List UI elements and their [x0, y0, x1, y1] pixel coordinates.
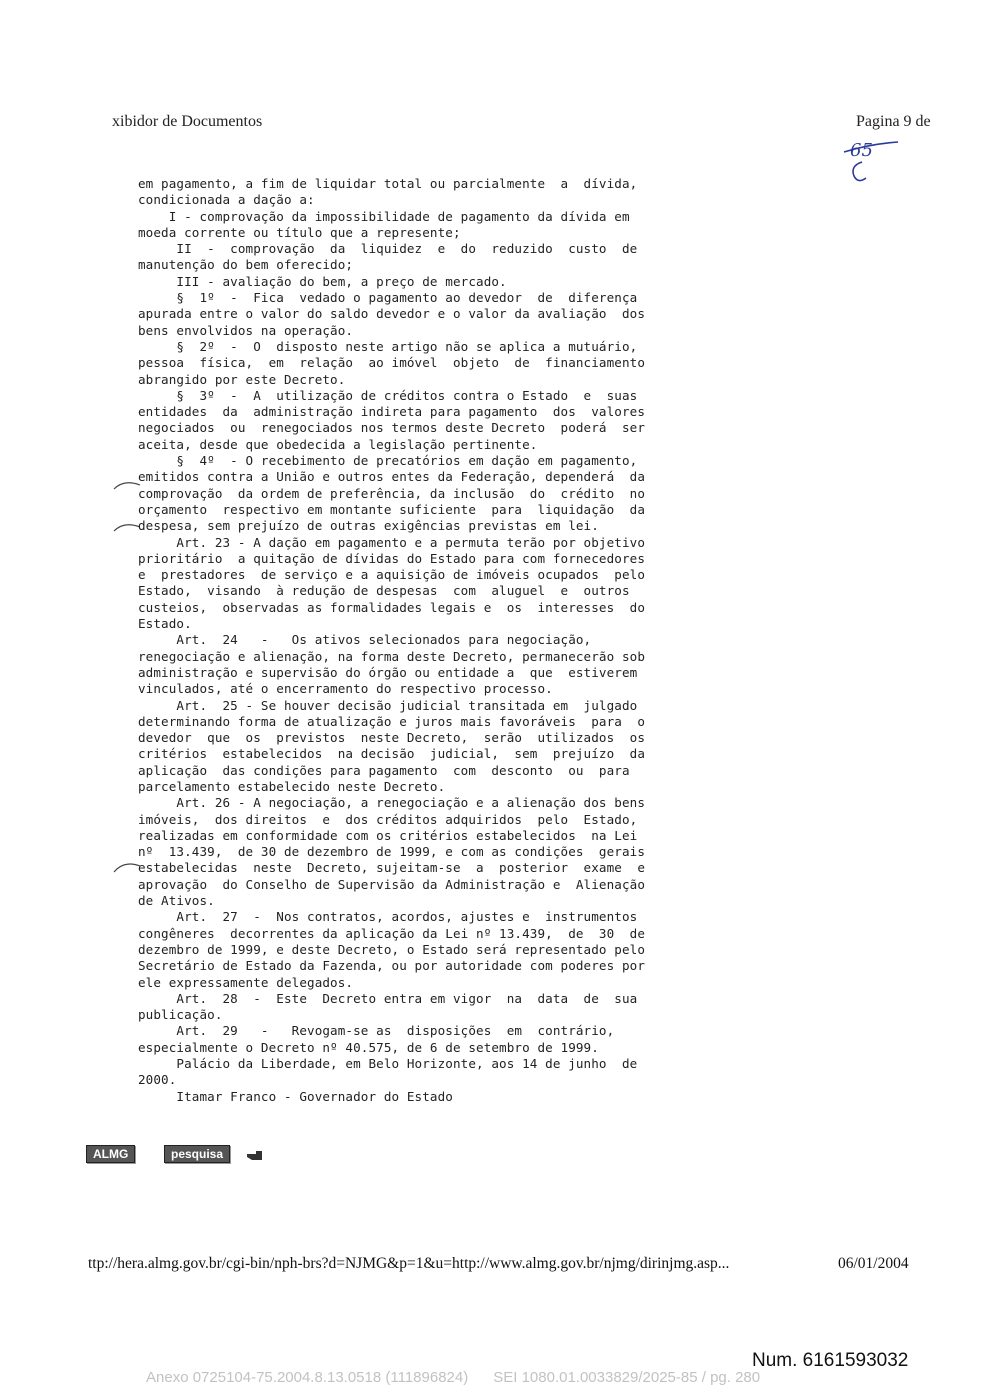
body-line: aplicação das condições para pagamento com desconto ou para	[138, 762, 630, 778]
body-line: § 2º - O disposto neste artigo não se aplica a mutuário,	[138, 338, 638, 354]
body-line: Art. 25 - Se houver decisão judicial transitada em julgado	[138, 697, 638, 713]
body-line: devedor que os previstos neste Decreto, serão utilizados os	[138, 730, 646, 746]
body-line: estabelecidas neste Decreto, sujeitam-se a posterior exame e	[138, 860, 646, 876]
body-line: critérios estabelecidos na decisão judicial, sem prejuízo da	[138, 746, 646, 762]
body-line: Secretário de Estado da Fazenda, ou por autoridade com poderes por	[138, 958, 646, 974]
body-line: Art. 24 - Os ativos selecionados para negociação,	[138, 632, 592, 648]
body-line: abrangido por este Decreto.	[138, 371, 346, 387]
body-line: nº 13.439, de 30 de dezembro de 1999, e com as condições gerais	[138, 844, 646, 860]
page-number-label: Pagina 9 de	[856, 113, 931, 130]
page-url: ttp://hera.almg.gov.br/cgi-bin/nph-brs?d=NJMG&p=1&u=http://www.almg.gov.br/njmg/dirinjmg.asp...	[88, 1255, 730, 1272]
pointing-hand-icon[interactable]	[246, 1148, 264, 1167]
body-line: Estado.	[138, 616, 192, 632]
body-line: III - avaliação do bem, a preço de mercado.	[138, 273, 507, 289]
body-line: dezembro de 1999, e deste Decreto, o Estado será representado pelo	[138, 941, 646, 957]
body-line: de Ativos.	[138, 893, 215, 909]
body-line: congêneres decorrentes da aplicação da Lei nº 13.439, de 30 de	[138, 925, 646, 941]
body-line: orçamento respectivo em montante suficiente para liquidação da	[138, 501, 646, 517]
body-line: Itamar Franco - Governador do Estado	[138, 1088, 453, 1104]
body-line: Palácio da Liberdade, em Belo Horizonte, aos 14 de junho de	[138, 1056, 638, 1072]
body-line: especialmente o Decreto nº 40.575, de 6 de setembro de 1999.	[138, 1039, 599, 1055]
body-line: e prestadores de serviço e a aquisição de imóveis ocupados pelo	[138, 567, 646, 583]
body-line: pessoa física, em relação ao imóvel objeto de financiamento	[138, 355, 646, 371]
annex-footer: Anexo 0725104-75.2004.8.13.0518 (111896824) SEI 1080.01.0033829/2025-85 / pg. 280	[146, 1369, 761, 1386]
body-line: comprovação da ordem de preferência, da inclusão do crédito no	[138, 485, 646, 501]
body-line: bens envolvidos na operação.	[138, 322, 354, 338]
body-line: § 3º - A utilização de créditos contra o Estado e suas	[138, 387, 638, 403]
body-line: aceita, desde que obedecida a legislação pertinente.	[138, 436, 538, 452]
body-line: realizadas em conformidade com os critérios estabelecidos na Lei	[138, 827, 638, 843]
body-line: § 1º - Fica vedado o pagamento ao devedor de diferença	[138, 290, 638, 306]
body-line: § 4º - O recebimento de precatórios em dação em pagamento,	[138, 453, 638, 469]
body-line: prioritário a quitação de dívidas do Estado para com fornecedores	[138, 550, 646, 566]
body-line: aprovação do Conselho de Supervisão da Administração e Alienação	[138, 876, 646, 892]
body-line: renegociação e alienação, na forma deste Decreto, permanecerão sob	[138, 648, 646, 664]
body-line: manutenção do bem oferecido;	[138, 257, 354, 273]
body-line: Art. 26 - A negociação, a renegociação e a alienação dos bens	[138, 795, 646, 811]
body-line: administração e supervisão do órgão ou entidade a que estiverem	[138, 664, 638, 680]
body-line: vinculados, até o encerramento do respectivo processo.	[138, 681, 553, 697]
body-line: 2000.	[138, 1072, 177, 1088]
body-line: Estado, visando à redução de despesas com aluguel e outros	[138, 583, 630, 599]
body-line: negociados ou renegociados nos termos deste Decreto poderá ser	[138, 420, 646, 436]
body-line: Art. 29 - Revogam-se as disposições em contrário,	[138, 1023, 615, 1039]
handwritten-mark-text: 65	[850, 140, 873, 161]
page-header-title: xibidor de Documentos	[112, 113, 263, 130]
body-line: Art. 23 - A dação em pagamento e a permuta terão por objetivo	[138, 534, 646, 550]
pesquisa-button[interactable]: pesquisa	[164, 1145, 230, 1163]
body-line: parcelamento estabelecido neste Decreto.	[138, 778, 446, 794]
body-line: moeda corrente ou título que a represente;	[138, 224, 461, 240]
body-line: publicação.	[138, 1007, 223, 1023]
body-line: emitidos contra a União e outros entes da Federação, dependerá da	[138, 469, 646, 485]
document-number: Num. 6161593032	[752, 1350, 909, 1371]
body-line: Art. 27 - Nos contratos, acordos, ajustes e instrumentos	[138, 909, 638, 925]
print-date: 06/01/2004	[838, 1255, 909, 1272]
body-line: II - comprovação da liquidez e do reduzido custo de	[138, 241, 638, 257]
body-line: determinando forma de atualização e juros mais favoráveis para o	[138, 713, 646, 729]
body-line: despesa, sem prejuízo de outras exigências previstas em lei.	[138, 518, 599, 534]
body-line: Art. 28 - Este Decreto entra em vigor na data de sua	[138, 990, 638, 1006]
body-line: em pagamento, a fim de liquidar total ou parcialmente a dívida,	[138, 176, 638, 191]
body-line: imóveis, dos direitos e dos créditos adquiridos pelo Estado,	[138, 811, 638, 827]
body-line: condicionada a dação a:	[138, 192, 315, 208]
body-line: custeios, observadas as formalidades legais e os interesses do	[138, 599, 646, 615]
document-body	[138, 176, 738, 1105]
almg-button[interactable]: ALMG	[86, 1145, 135, 1163]
body-line: apurada entre o valor do saldo devedor e o valor da avaliação dos	[138, 306, 646, 322]
handwritten-mark-drawing	[840, 132, 910, 192]
body-line: entidades da administração indireta para pagamento dos valores	[138, 404, 646, 420]
body-line: I - comprovação da impossibilidade de pagamento da dívida em	[138, 208, 630, 224]
body-line: ele expressamente delegados.	[138, 974, 354, 990]
handwritten-mark	[840, 132, 910, 192]
